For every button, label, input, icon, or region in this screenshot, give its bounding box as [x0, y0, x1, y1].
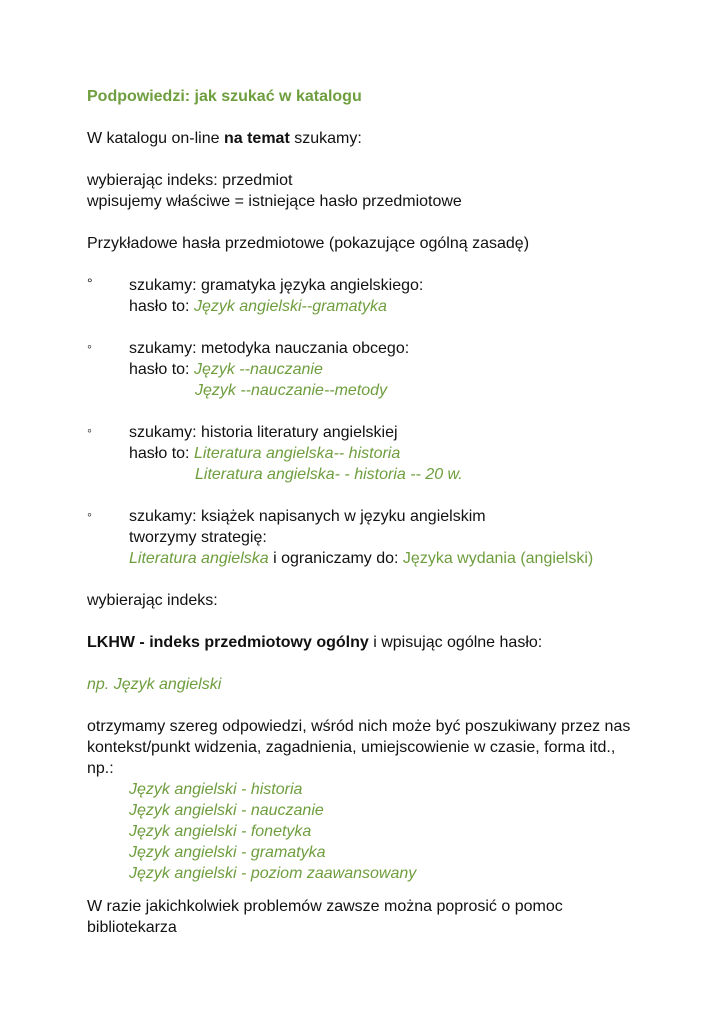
result-item: Język angielski - poziom zaawansowany	[129, 865, 417, 882]
index-choice: wybierając indeks:	[87, 592, 218, 609]
example-heading-line	[87, 296, 687, 317]
strategy-label: tworzymy strategię:	[129, 529, 267, 546]
hint-label: hasło to:	[129, 445, 194, 462]
bullet-icon: ◦	[87, 506, 92, 522]
result-item: Język angielski - gramatyka	[129, 844, 326, 861]
example-query: szukamy: gramatyka języka angielskiego:	[129, 277, 424, 294]
bullet-icon: °	[87, 275, 93, 291]
result-item: Język angielski - historia	[129, 781, 303, 798]
example-query: szukamy: książek napisanych w języku angielskim	[129, 508, 486, 525]
page-title: Podpowiedzi: jak szukać w katalogu	[87, 88, 362, 105]
intro-prefix: W katalogu on-line	[87, 130, 224, 147]
strategy-line	[87, 548, 687, 569]
strategy-term: Literatura angielska	[129, 550, 269, 567]
example-query: szukamy: metodyka nauczania obcego:	[129, 340, 410, 357]
intro-suffix: szukamy:	[289, 130, 362, 147]
result-item: Język angielski - nauczanie	[129, 802, 324, 819]
strategy-limit: Języka wydania (angielski)	[402, 550, 594, 567]
results-text: otrzymamy szereg odpowiedzi, wśród nich może być poszukiwany przez nas kontekst/punkt widzenia, zagadnienia, umiejscowienie w czasie, forma itd., np.:	[87, 718, 631, 777]
bullet-icon: ◦	[87, 422, 92, 438]
example-query: szukamy: historia literatury angielskiej	[129, 424, 398, 441]
general-example: np. Język angielski	[87, 676, 222, 693]
subject-heading: Literatura angielska-- historia	[193, 445, 401, 462]
examples-heading: Przykładowe hasła przedmiotowe (pokazujące ogólną zasadę)	[87, 235, 530, 252]
example-item	[87, 422, 687, 485]
step-index: wybierając indeks: przedmiot	[87, 172, 293, 189]
hint-label: hasło to:	[129, 298, 194, 315]
example-item	[87, 506, 687, 569]
example-item	[87, 338, 687, 401]
step-heading: wpisujemy właściwe = istniejące hasło przedmiotowe	[87, 193, 462, 210]
general-index-name: LKHW - indeks przedmiotowy ogólny	[87, 634, 369, 651]
document-page	[87, 86, 687, 938]
intro-line	[87, 128, 687, 149]
subject-heading: Język angielski--gramatyka	[193, 298, 387, 315]
subject-heading: Literatura angielska- - historia -- 20 w.	[195, 466, 463, 483]
subject-heading: Język --nauczanie	[193, 361, 323, 378]
result-item: Język angielski - fonetyka	[129, 823, 312, 840]
strategy-connector: i ograniczamy do:	[268, 550, 403, 567]
example-heading-line	[87, 359, 687, 380]
bullet-icon: ◦	[87, 338, 92, 354]
example-heading-line	[87, 443, 687, 464]
general-index-line	[87, 632, 687, 653]
intro-bold: na temat	[223, 130, 290, 147]
footer-note: W razie jakichkolwiek problemów zawsze można poprosić o pomoc bibliotekarza	[87, 898, 563, 936]
general-index-suffix: i wpisując ogólne hasło:	[368, 634, 543, 651]
hint-label: hasło to:	[129, 361, 194, 378]
subject-heading: Język --nauczanie--metody	[195, 382, 388, 399]
example-item	[87, 275, 687, 317]
